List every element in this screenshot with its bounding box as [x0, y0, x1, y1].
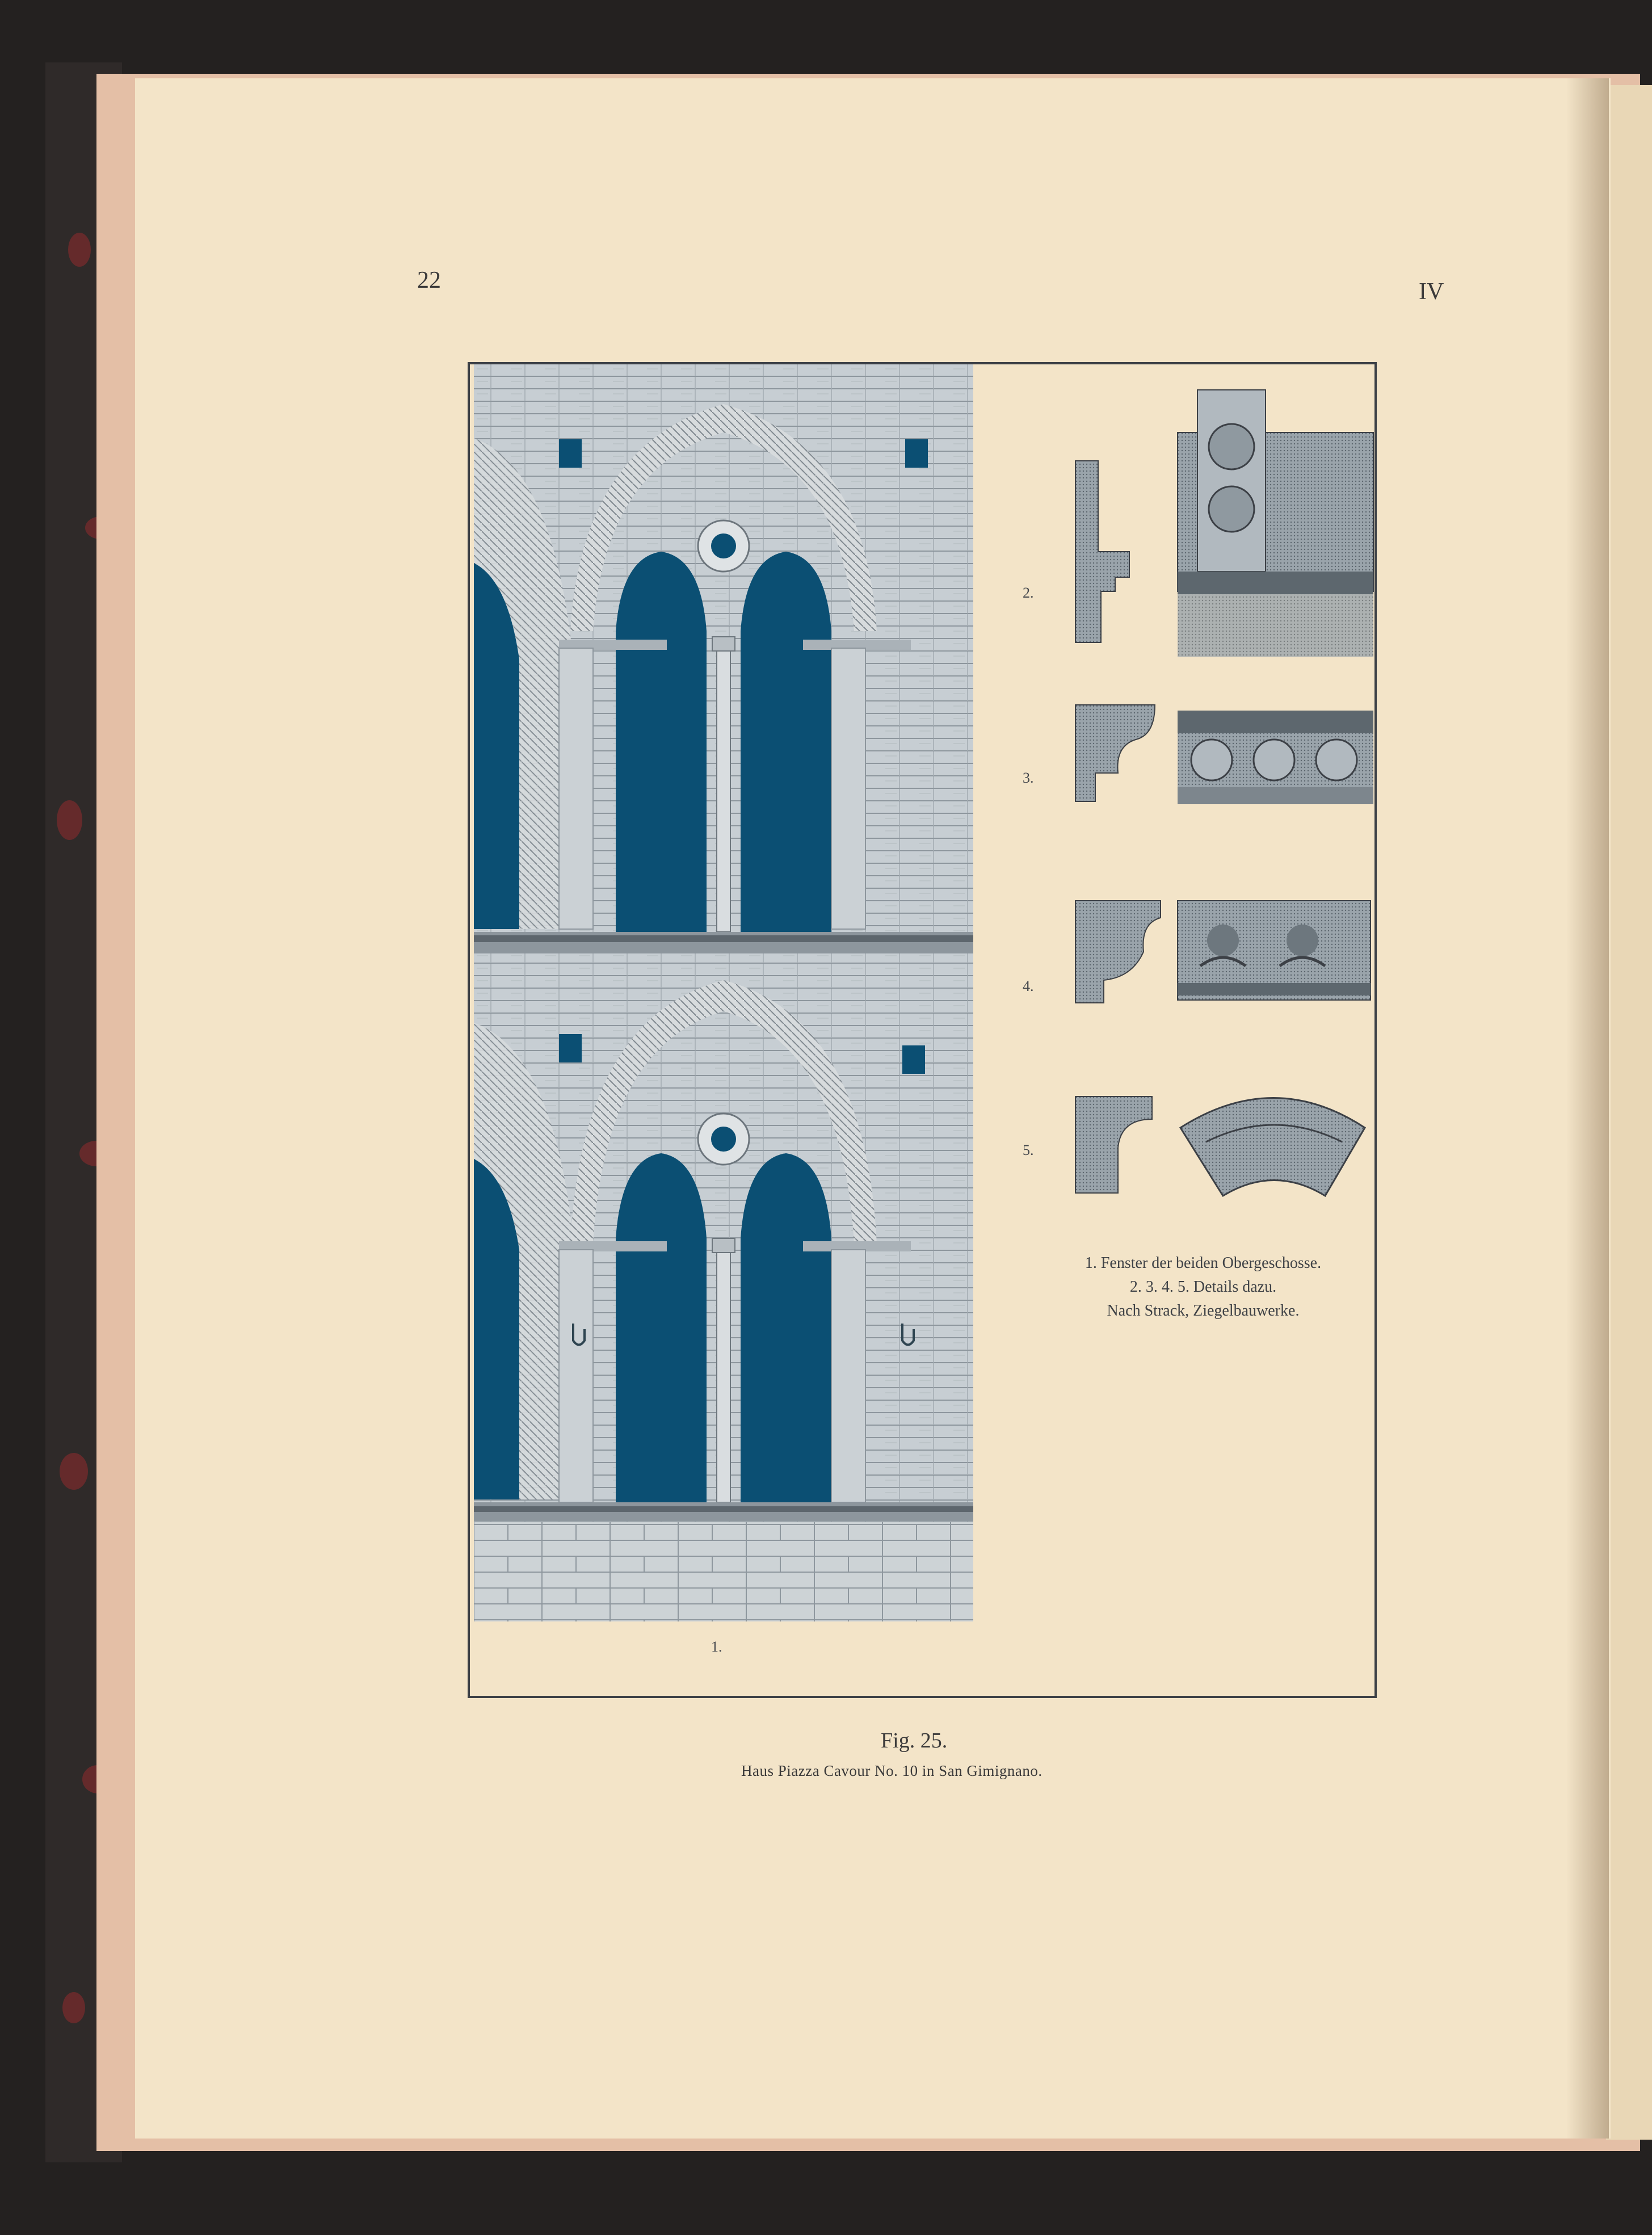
plate-label-1: 1.: [711, 1639, 722, 1655]
legend-line-2: 2. 3. 4. 5. Details dazu.: [1129, 1278, 1277, 1296]
detail-label-2: 2.: [1023, 585, 1034, 601]
details-drawing: [973, 364, 1376, 1238]
page-number-left: 22: [417, 267, 441, 293]
facade-drawing: [474, 364, 973, 1621]
detail-label-3: 3.: [1023, 770, 1034, 786]
figure-title: Haus Piazza Cavour No. 10 in San Gimignano.: [741, 1762, 1043, 1779]
gutter-shadow: [1566, 78, 1609, 2139]
facing-page: [1606, 85, 1652, 2140]
legend-line-3: Nach Strack, Ziegelbauwerke.: [1107, 1302, 1300, 1320]
detail-label-5: 5.: [1023, 1142, 1034, 1158]
page-number-right: IV: [1419, 279, 1444, 305]
legend-line-1: 1. Fenster der beiden Obergeschosse.: [1084, 1254, 1322, 1272]
figure-number: Fig. 25.: [881, 1729, 948, 1753]
detail-label-4: 4.: [1023, 978, 1034, 994]
